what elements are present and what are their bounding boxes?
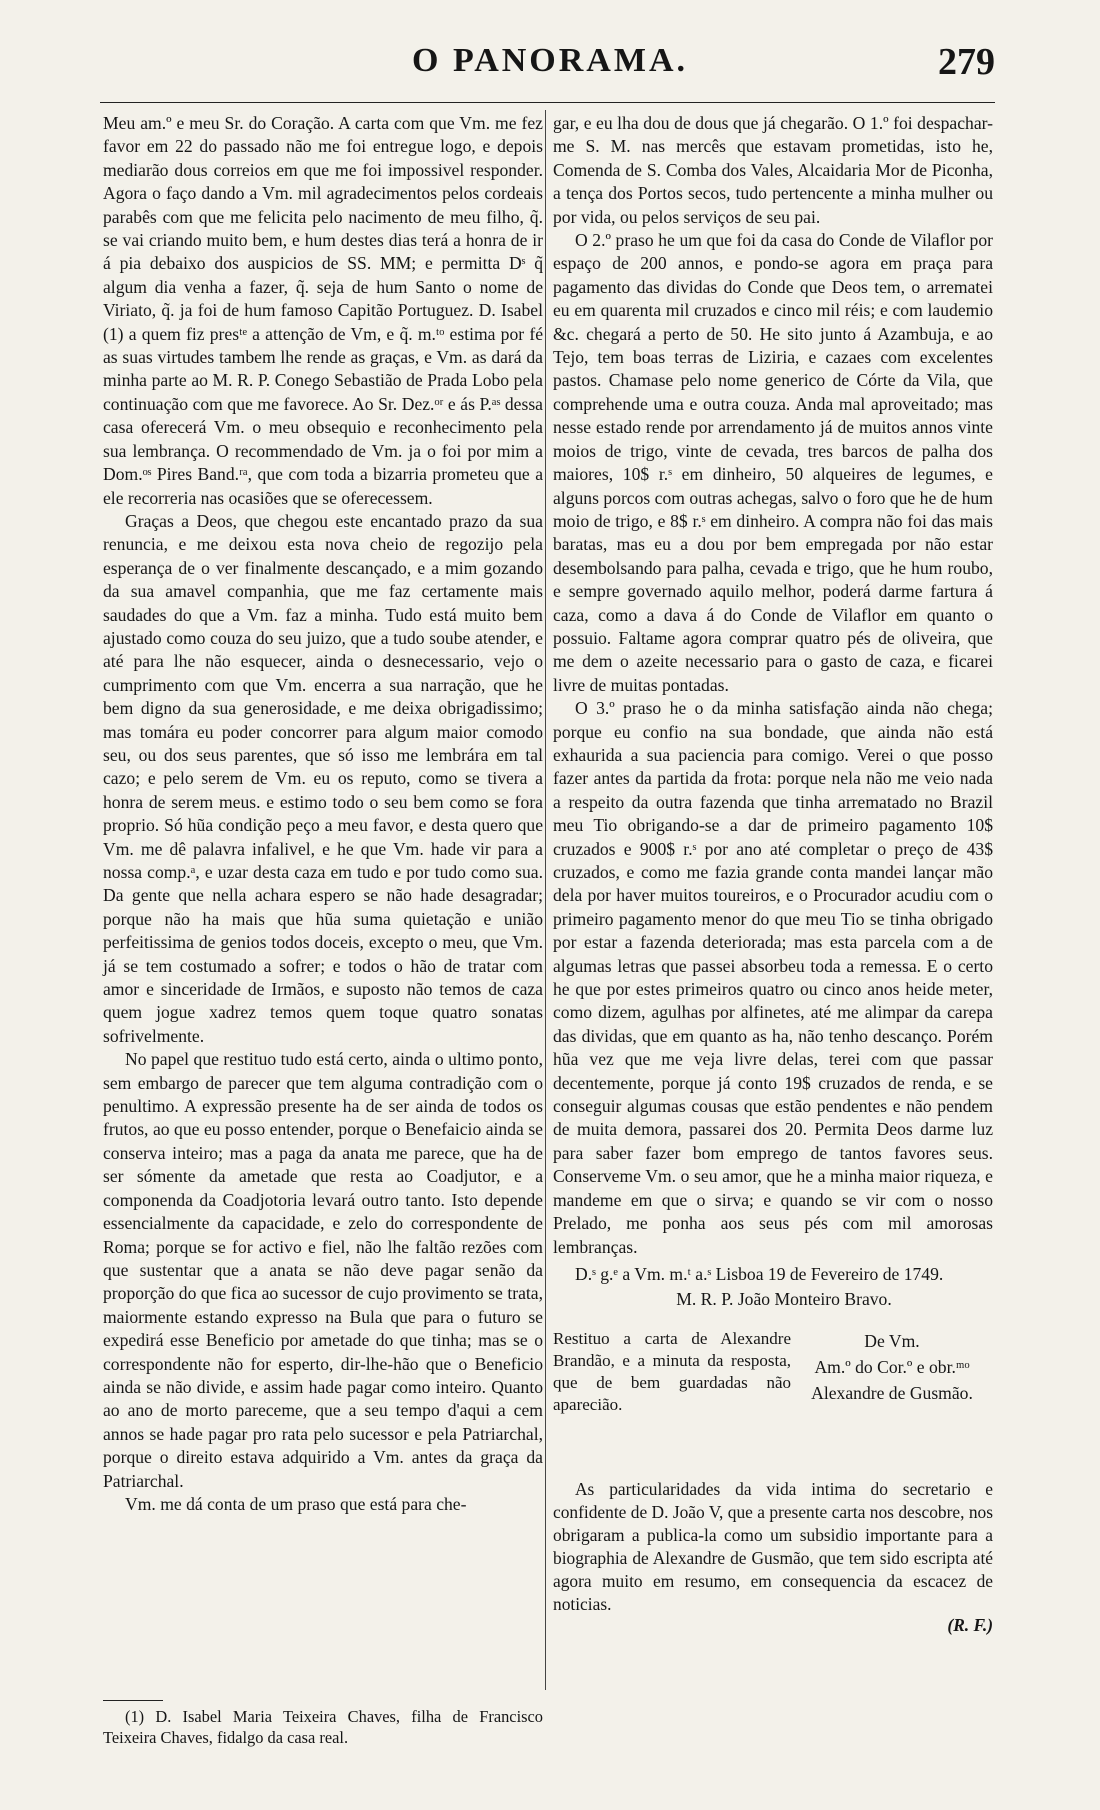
letter-paragraph-6: O 2.º praso he um que foi da casa do Conde de Vilaflor por espaço de 200 annos, e pondo-se agora em praça para pagamento das dividas do Conde que Deos tem, o arrematei eu em quarenta mil cruzados e cinco mil réis; e com laudemio &c. chegará a perto de 50. He sito junto á Azambuja, e ao Tejo, tem boas terras de Liziria, e cazaes com excelentes pastos. Chamase pelo nome generico de Córte da Vila, que comprehende uma e outra couza. Anda mal aproveitado; mas nesse estado rende por arrendamento já de muitos annos vinte moios de trigo, vinte de cevada, tres barcos de palha dos maiores, 10$ r.ˢ em dinheiro, 50 alqueires de legumes, e alguns porcos com outras achegas, salvo o foro que he de hum moio de trigo, e 8$ r.ˢ em dinheiro. A compra não foi das mais baratas, mas eu a dou por bem empregada por não estar desembolsando para palha, cevada e trigo, que he hum roubo, e sempre governado aquilo melhor, poderá darme fartura á caza, como a dava á do Conde de Vilaflor em quanto o possuio. Faltame agora comprar quatro pés de oliveira, que me dem o azeite necessario para o gasto de caza, e ficarei livre de muitas pontadas. (553, 230, 993, 695)
recipient-name: M. R. P. João Monteiro Bravo. (676, 1289, 892, 1310)
letter-paragraph-7: O 3.º praso he o da minha satisfação ainda não chega; porque eu confio na sua bondade, que ainda não está exhaurida a sua paciencia para comigo. Verei o que posso fazer antes da partida da frota: porque nela não me veio nada a respeito da outra fazenda que tinha arrematado no Brazil meu Tio obrigando-se a dar de primeiro pagamento 10$ cruzados e 900$ r.ˢ por ano até completar o preço de 43$ cruzados, e como me fazia grande conta mandei lançar mão dela por haver muitos toureiros, e o Procurador acudiu com o primeiro pagamento menor do que meu Tio se tinha obrigado por estar a fazenda deteriorada; mas esta parcela com a de algumas letras que passei absorbeu toda a remessa. E o certo he que por estes primeiros quatro ou cinco anos heide meter, como dizem, agulhas por alfinetes, até me alimpar da carepa das dividas, que em quanto as ha, não tenho descanço. Porém hũa vez que me veja livre delas, terei com que passar decentemente, porque já conto 19$ cruzados de renda, e se conseguir algumas cousas que estão pendentes e não pendem de muita demora, passarei dos 20. Permita Deos darme luz para saber fazer bom emprego de tantos favores seus. Conserveme Vm. o seu amor, que he a minha maior riqueza, e mandeme em que o sirva; e quando se vir com o nosso Prelado, me ponha aos seus pés com mil amorosas lembranças. (553, 698, 993, 1257)
left-column (103, 112, 543, 1698)
editor-note-text: As particularidades da vida intima do secretario e confidente de D. João V, que a presente carta nos descobre, nos obrigaram a publica-la como um subsidio importante para a biographia de Alexandre de Gusmão, que tem sido escripta até agora muito em resumo, em consequencia da escacez de noticias. (553, 1479, 993, 1615)
footnote-text: (1) D. Isabel Maria Teixeira Chaves, filha de Francisco Teixeira Chaves, fidalgo da casa real. (103, 1707, 543, 1747)
signature-name: Alexandre de Gusmão. (811, 1383, 973, 1404)
letter-paragraph-4: Vm. me dá conta de um praso que está para che- (125, 1493, 467, 1514)
closing-signature (791, 1328, 993, 1406)
signature-block (553, 1288, 993, 1478)
letter-paragraph-3: No papel que restituo tudo está certo, ainda o ultimo ponto, sem embargo de parecer que tem alguma contradição com o penultimo. A expressão presente ha de ser ainda de todos os frutos, ao que eu posso entender, porque o Benefaicio ainda se conserva inteiro; mas a paga da anata me parece, que ha de ser sómente da ametade que resta ao Coadjutor, e a componenda da Coadjotoria levará outro tanto. Isto depende essencialmente da capacidade, e zelo do correspondente de Roma; porque se for activo e fiel, não lhe faltão rezões com que sustentar que a anata se não deve pagar senão da proporção do que fica ao sucessor de cujo provimento se trata, maiormente estando expresso na Bula que para o futuro se expedirá esse Beneficio por ametade do que tinha; mas se o correspondente não for esperto, dir-lhe-hão que o Beneficio ainda se não divide, e assim hade pagar como inteiro. Quanto ao ano de morto pareceme, que a seu tempo d'aqui a cem annos se hade pagar pro rata pelo sucessor e pela Patriarchal, porque o direito estava adquirido a Vm. antes da graça da Patriarchal. (103, 1049, 543, 1491)
page-header (0, 42, 1100, 102)
letter-paragraph-2: Graças a Deos, que chegou este encantado prazo da sua renuncia, e me deixou esta nova cheio de regozijo pela esperança de o ver finalmente descançado, e a mim gozando da sua amavel companhia, que me faz certamente mais saudades do que a Vm. faz a minha. Tudo está muito bem ajustado como couza do seu juizo, que a tudo soube atender, e até para lhe não esquecer, ainda o desnecessario, vejo o cumprimento com que Vm. encerra a sua narração, que he bem digno da sua generosidade, e me deixa obrigadissimo; mas tomára eu poder concorrer para algum maior comodo seu, ou dos seus parentes, que só isso me lembrára em tal cazo; e pelo serem de Vm. eu os reputo, como se tivera a honra de serem meus. e estimo todo o seu bem como se fora proprio. Só hũa condição peço a meu favor, e desta quero que Vm. me dê palavra infalivel, e he que Vm. hade vir para a nossa comp.ᵃ, e uzar desta caza em tudo e por tudo como sua. Da gente que nella achara espero se não hade desagradar; porque não ha mais que hũa suma quietação e união perfeitissima de genios todos doceis, excepto o meu, que Vm. já se tem costumado a sofrer; e todos o hão de tratar com amor e sinceridade de Irmãos, e suposto não temos de caza quem jogue xadrez temos quem toque quatro sonatas sofrivelmente. (103, 510, 543, 1046)
column-divider (545, 110, 546, 1690)
side-note: Restituo a carta de Alexandre Brandão, e a minuta da resposta, que de bem guardadas não aparecião. (553, 1329, 791, 1415)
publication-title: O PANORAMA. (412, 42, 688, 79)
place-date-line: D.ˢ g.ᵉ a Vm. m.ᵗ a.ˢ Lisboa 19 de Fevereiro de 1749. (575, 1263, 944, 1284)
right-column (553, 112, 993, 1692)
footnote (103, 1706, 543, 1748)
letter-paragraph-1: Meu am.º e meu Sr. do Coração. A carta com que Vm. me fez favor em 22 do passado não me foi entregue logo, e depois mediarão dous correios em que me foi impossivel responder. Agora o faço dando a Vm. mil agradecimentos pelos cordeais parabês com que me felicita pelo nacimento de meu filho, q̃. se vai criando muito bem, e hum destes dias terá a honra de ir á pia debaixo dos auspicios de SS. MM; e permitta Dˢ q̃ algum dia venha a fazer, q̃. seja de hum Santo o nome de Viriato, q̃. ja foi de hum famoso Capitão Portuguez. D. Isabel (1) a quem fiz presᵗᵉ a attenção de Vm, e q̃. m.ᵗᵒ estima por fé as suas virtudes tambem lhe rende as graças, e Vm. as dará da minha parte ao M. R. P. Conego Sebastião de Prada Lobo pela continuação com que me favorece. Ao Sr. Dez.ᵒʳ e ás P.ᵃˢ dessa casa oferecerá Vm. o meu obsequio e reconhecimento pela sua lembrança. O recommendado de Vm. ja o foi por mim a Dom.ᵒˢ Pires Band.ʳᵃ, que com toda a bizarria prometeu que a ele recorreria nas ocasiões que se oferecessem. (103, 113, 543, 508)
editor-note (553, 1478, 993, 1637)
header-rule (100, 102, 995, 103)
page-number: 279 (938, 41, 995, 83)
closing-line-2: Am.º do Cor.º e obr.ᵐᵒ (814, 1357, 970, 1378)
closing-line-1: De Vm. (864, 1331, 920, 1352)
letter-paragraph-5: gar, e eu lha dou de dous que já chegarão. O 1.º foi despachar-me S. M. nas mercês que estavam prometidas, isto he, Comenda de S. Comba dos Vales, Alcaidaria Mor de Piconha, a tença dos Portos secos, tudo pertencente a minha mulher ou por vida, ou pelos serviços de seu pai. (553, 113, 993, 227)
editor-initials: (R. F.) (947, 1615, 993, 1636)
footnote-rule (103, 1700, 163, 1701)
